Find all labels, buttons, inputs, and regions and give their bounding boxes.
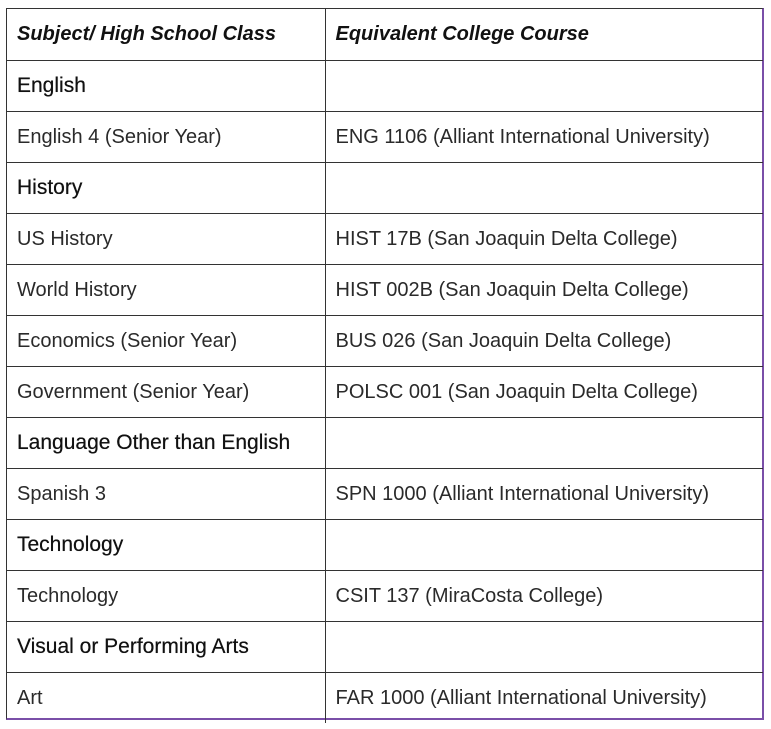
table-row [7,673,763,724]
subject-cell: Technology [7,571,325,622]
subject-cell: Art [7,673,325,724]
subject-cell: World History [7,265,325,316]
course-cell: SPN 1000 (Alliant International University) [325,469,763,520]
course-equivalency-table [6,8,764,720]
subject-cell: Economics (Senior Year) [7,316,325,367]
section-row-history [7,163,763,214]
section-empty-cell [325,163,763,214]
section-empty-cell [325,622,763,673]
table-row [7,214,763,265]
course-cell: HIST 17B (San Joaquin Delta College) [325,214,763,265]
table-row [7,571,763,622]
subject-cell: English 4 (Senior Year) [7,112,325,163]
header-college-course: Equivalent College Course [325,9,763,61]
course-cell: BUS 026 (San Joaquin Delta College) [325,316,763,367]
section-empty-cell [325,418,763,469]
section-row-english [7,61,763,112]
section-label: Language Other than English [7,418,325,469]
table-row [7,112,763,163]
course-cell: POLSC 001 (San Joaquin Delta College) [325,367,763,418]
course-cell: ENG 1106 (Alliant International University) [325,112,763,163]
section-row-arts [7,622,763,673]
table-row [7,265,763,316]
course-cell: HIST 002B (San Joaquin Delta College) [325,265,763,316]
course-cell: CSIT 137 (MiraCosta College) [325,571,763,622]
table-row [7,367,763,418]
table-row [7,469,763,520]
section-empty-cell [325,520,763,571]
header-subject: Subject/ High School Class [7,9,325,61]
table [7,9,763,723]
section-label: Visual or Performing Arts [7,622,325,673]
section-label: Technology [7,520,325,571]
course-cell: FAR 1000 (Alliant International University) [325,673,763,724]
section-row-language [7,418,763,469]
table-row [7,316,763,367]
table-header-row [7,9,763,61]
section-empty-cell [325,61,763,112]
section-row-technology [7,520,763,571]
subject-cell: US History [7,214,325,265]
subject-cell: Spanish 3 [7,469,325,520]
section-label: History [7,163,325,214]
section-label: English [7,61,325,112]
subject-cell: Government (Senior Year) [7,367,325,418]
